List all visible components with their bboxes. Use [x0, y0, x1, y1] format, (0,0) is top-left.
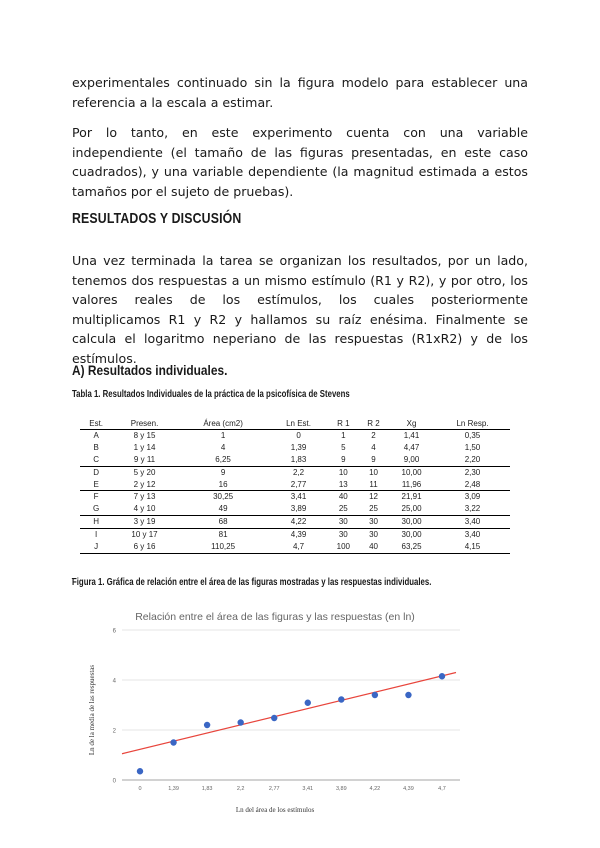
header-cell: R 2 [359, 417, 388, 430]
table-header-row [80, 417, 510, 430]
table-cell: I [95, 530, 98, 540]
table-cell: 3,40 [464, 530, 481, 540]
table-cell: B [93, 442, 99, 452]
table-cell: 8 y 15 [133, 430, 156, 440]
chart-grid [122, 630, 460, 780]
header-cell: R 1 [328, 417, 359, 430]
table-cell: 9,00 [388, 454, 435, 466]
table-cell: 6 y 16 [112, 541, 177, 553]
header-cell: Xg [388, 417, 435, 430]
stray-bullet: . [71, 572, 74, 581]
table-cell: 100 [328, 541, 359, 553]
table-cell: 49 [177, 503, 270, 515]
table-cell: 40 [338, 492, 348, 502]
table-row [80, 454, 510, 466]
table-cell: 1 [341, 430, 346, 440]
table-cell: 25,00 [388, 503, 435, 515]
data-point [271, 715, 277, 721]
data-point [305, 700, 311, 706]
table-cell: 9 [328, 454, 359, 466]
table-cell: 2,48 [435, 479, 510, 491]
table-cell: 2 y 12 [112, 479, 177, 491]
data-point [170, 739, 176, 745]
table-cell: 4 y 10 [112, 503, 177, 515]
table-cell: 10 y 17 [131, 530, 158, 540]
x-tick-label: 4,39 [403, 786, 414, 792]
table-row [80, 516, 510, 529]
table-cell: 6,25 [177, 454, 270, 466]
table-row [80, 529, 510, 541]
table-cell: 3 y 19 [112, 516, 177, 529]
table-cell: 11,96 [388, 479, 435, 491]
table-row [80, 430, 510, 442]
table-cell: 3,89 [269, 503, 327, 515]
x-tick-label: 4,22 [369, 786, 381, 792]
table-cell: 3,22 [435, 503, 510, 515]
table-cell: 30,25 [213, 492, 234, 502]
table-cell: 4,47 [403, 442, 420, 452]
table-cell: 0,35 [464, 430, 481, 440]
data-point [237, 719, 243, 725]
x-tick-label: 4,7 [438, 786, 446, 792]
table-cell: 1 [220, 430, 226, 440]
x-tick-label: 3,41 [302, 786, 314, 792]
table-cell: 30,00 [401, 530, 422, 540]
table-cell: 10 [369, 467, 378, 477]
header-cell: Presen. [112, 417, 177, 430]
header-cell: Ln Resp. [435, 417, 510, 430]
table-cell: 30 [369, 530, 378, 540]
chart-title: Relación entre el área de las figuras y las respuestas (en ln) [135, 611, 415, 623]
table-cell: 4,22 [269, 516, 327, 529]
table-cell: H [80, 516, 112, 529]
figure-caption: Figura 1. Gráfica de relación entre el área de las figuras mostradas y las respuestas individuales. [72, 577, 432, 588]
table-row [80, 442, 510, 454]
table-row [80, 541, 510, 553]
header-cell: Est. [80, 417, 112, 430]
table-cell: 5 [341, 442, 346, 452]
y-tick-label: 0 [112, 778, 116, 785]
table-cell: 4,7 [269, 541, 327, 553]
table-cell: E [80, 479, 112, 491]
section-heading-results: RESULTADOS Y DISCUSIÓN [72, 210, 242, 227]
table-cell: 9 [220, 467, 226, 477]
x-tick-label: 3,89 [335, 786, 347, 792]
results-table [80, 417, 510, 554]
table-cell: D [93, 467, 100, 477]
table-cell: 10 [338, 467, 348, 477]
table-cell: 1,39 [290, 442, 307, 452]
table-cell: 2,2 [292, 467, 305, 477]
data-point [405, 692, 411, 698]
table-cell: 0 [296, 430, 301, 440]
chart-x-label: Ln del área de los estímulos [235, 806, 315, 814]
table-cell: 2,30 [464, 467, 481, 477]
table-cell: 4,39 [290, 530, 307, 540]
table-cell: 1,50 [464, 442, 481, 452]
table-cell: 3,41 [290, 492, 307, 502]
table-cell: 68 [177, 516, 270, 529]
chart-y-label: Ln de la media de las respuestas [88, 664, 96, 756]
table-row [80, 491, 510, 503]
table-cell: 25 [328, 503, 359, 515]
table-cell: 4,15 [435, 541, 510, 553]
table-cell: 25 [359, 503, 388, 515]
x-tick-label: 1,83 [201, 786, 213, 792]
table-cell: 9 y 11 [112, 454, 177, 466]
table-row [80, 466, 510, 478]
chart-points [137, 673, 445, 774]
table-row [80, 479, 510, 491]
table-cell: 110,25 [177, 541, 270, 553]
scatter-chart [80, 600, 475, 818]
data-point [372, 692, 378, 698]
table-cell: 2,77 [269, 479, 327, 491]
data-point [338, 696, 344, 702]
data-point [137, 768, 143, 774]
table-cell: 5 y 20 [133, 467, 156, 477]
table-cell: 13 [328, 479, 359, 491]
table-cell: 63,25 [388, 541, 435, 553]
table-cell: 4 [371, 442, 376, 452]
x-tick-label: 0 [138, 786, 142, 792]
x-tick-label: 1,39 [168, 786, 179, 792]
table-cell: C [80, 454, 112, 466]
table-cell: 12 [369, 492, 378, 502]
table-cell: 81 [218, 530, 228, 540]
table-cell: 9 [359, 454, 388, 466]
table-cell: 40 [359, 541, 388, 553]
header-cell: Área (cm2) [177, 417, 270, 430]
paragraph-intro: experimentales continuado sin la figura modelo para establecer una referencia a la escala a estimar. [72, 75, 528, 110]
table-cell: 21,91 [401, 492, 422, 502]
table-cell: G [80, 503, 112, 515]
table-cell: 30 [328, 516, 359, 529]
x-tick-label: 2,77 [268, 786, 280, 792]
table-cell: 3,09 [464, 492, 481, 502]
table-cell: 1 y 14 [133, 442, 156, 452]
paragraph-variables: Por lo tanto, en este experimento cuenta con una variable independiente (el tamaño de las figuras presentadas, en este caso cuadrados), y una variable dependiente (la magnitud estimada a estos tamaños por el sujeto de pruebas). [72, 125, 528, 199]
data-point [439, 673, 445, 679]
table-cell: 16 [177, 479, 270, 491]
subsection-heading-individual: A) Resultados individuales. [72, 362, 228, 378]
y-tick-label: 6 [112, 628, 116, 635]
table-cell: 2,20 [435, 454, 510, 466]
chart-y-ticks [113, 629, 117, 785]
table-cell: 30,00 [388, 516, 435, 529]
table-cell: 11 [359, 479, 388, 491]
table-cell: 3,40 [435, 516, 510, 529]
x-tick-label: 2,2 [236, 786, 245, 792]
table-caption: Tabla 1. Resultados Individuales de la práctica de la psicofísica de Stevens [72, 389, 350, 400]
table-cell: 4 [220, 442, 226, 452]
y-tick-label: 2 [112, 728, 116, 735]
header-cell: Ln Est. [269, 417, 327, 430]
y-tick-label: 4 [112, 678, 116, 685]
table-cell: A [93, 430, 99, 440]
table-cell: 30 [359, 516, 388, 529]
table-cell: 1,83 [269, 454, 327, 466]
table-cell: 2 [371, 430, 376, 440]
table-cell: 1,41 [403, 430, 420, 440]
table-cell: 7 y 13 [133, 492, 156, 502]
table-cell: 30 [338, 530, 348, 540]
table-cell: 10,00 [401, 467, 422, 477]
chart-x-ticks [138, 786, 445, 792]
table-row [80, 503, 510, 515]
table-cell: F [93, 492, 99, 502]
paragraph-procedure: Una vez terminada la tarea se organizan los resultados, por un lado, tenemos dos respuestas a un mismo estímulo (R1 y R2), y por otro, los valores reales de los estímulos, los cuales posteriormente multiplicamos R1 y R2 y hallamos su raíz enésima. Finalmente se calcula el logaritmo neperiano de las respuestas (R1xR2) y de los estímulos. [72, 253, 528, 366]
data-point [204, 722, 210, 728]
table-cell: J [80, 541, 112, 553]
